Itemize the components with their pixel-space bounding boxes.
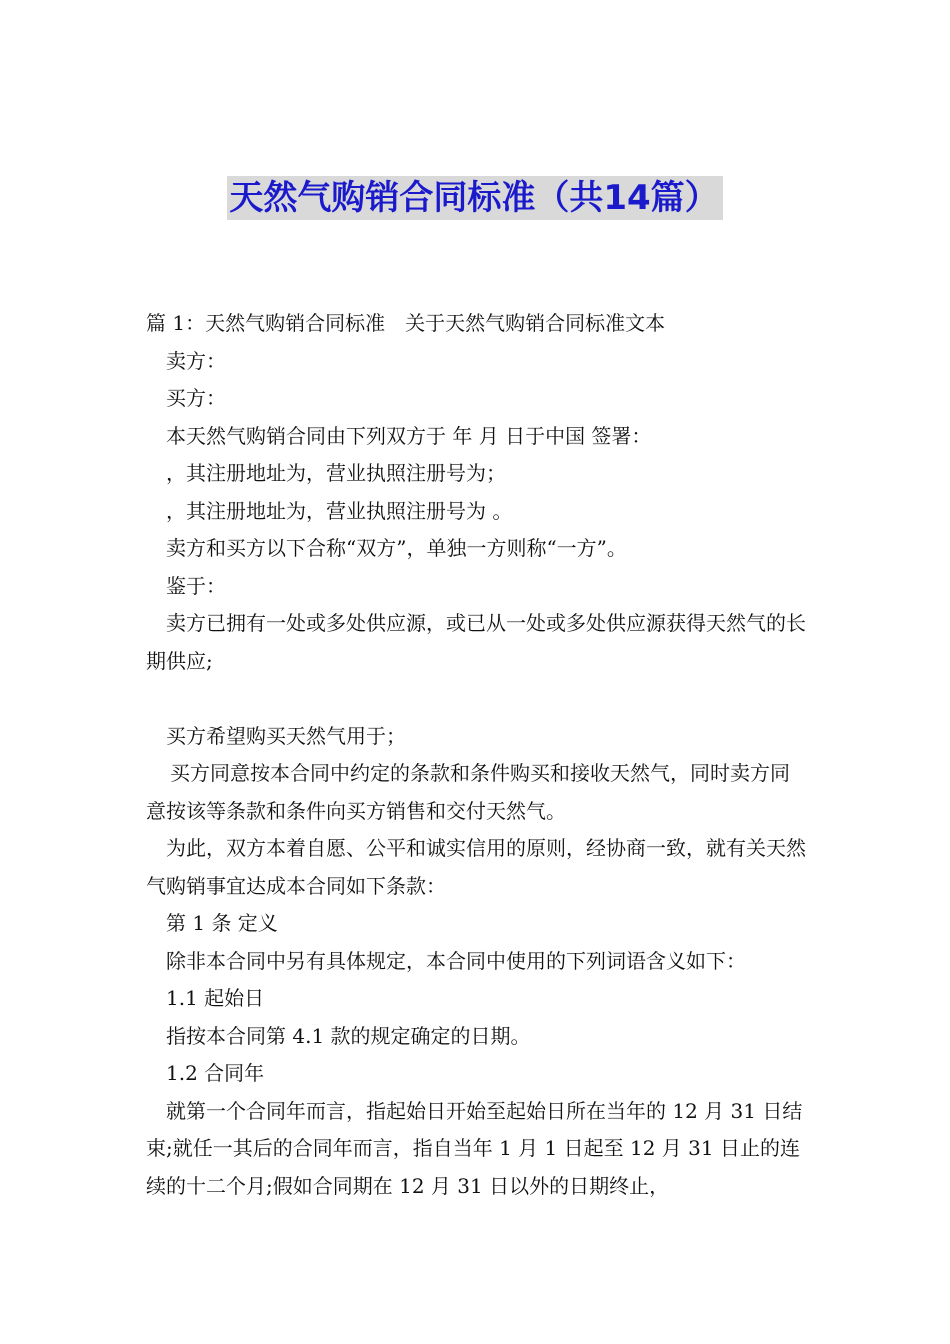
signing-statement: 本天然气购销合同由下列双方于 年 月 日于中国 签署： (166, 423, 652, 448)
whereas-heading: 鉴于： (166, 573, 226, 598)
document-title: 天然气购销合同标准（共14篇） (227, 176, 722, 220)
seller-line: 卖方： (166, 348, 226, 373)
document-body (146, 305, 808, 1205)
recital-principles: 为此，双方本着自愿、公平和诚实信用的原则，经协商一致，就有关天然气购销事宜达成本合同如下条款： (146, 836, 806, 898)
parties-definition: 卖方和买方以下合称“双方”，单独一方则称“一方”。 (166, 536, 627, 560)
clause-1-1-heading: 1.1 起始日 (166, 986, 265, 1010)
party-buyer-address: ，其注册地址为，营业执照注册号为 。 (166, 498, 513, 523)
clause-1-2-text: 就第一个合同年而言，指起始日开始至起始日所在当年的 12 月 31 日结束;就任一其后的合同年而言，指自当年 1 月 1 日起至 12 月 31 日止的连续的十二个月;假如合同期在 12 月 31 日以外的日期终止， (146, 1098, 803, 1198)
buyer-line: 买方： (166, 386, 226, 410)
party-seller-address: ，其注册地址为，营业执照注册号为； (166, 461, 506, 485)
recital-purpose: 买方希望购买天然气用于； (166, 723, 406, 748)
clause-1-1-text: 指按本合同第 4.1 款的规定确定的日期。 (166, 1023, 531, 1048)
definitions-intro: 除非本合同中另有具体规定，本合同中使用的下列词语含义如下： (166, 948, 746, 973)
clause-1-2-heading: 1.2 合同年 (166, 1061, 265, 1085)
recital-agreement: 买方同意按本合同中约定的条款和条件购买和接收天然气，同时卖方同意按该等条款和条件向买方销售和交付天然气。 (146, 761, 790, 823)
recital-supply: 卖方已拥有一处或多处供应源，或已从一处或多处供应源获得天然气的长期供应; (146, 611, 806, 673)
blank-line (146, 680, 808, 718)
title-container (0, 176, 950, 220)
article-1-heading: 第 1 条 定义 (166, 911, 278, 935)
section-heading-article-1: 篇 1：天然气购销合同标准 关于天然气购销合同标准文本 (146, 311, 666, 335)
